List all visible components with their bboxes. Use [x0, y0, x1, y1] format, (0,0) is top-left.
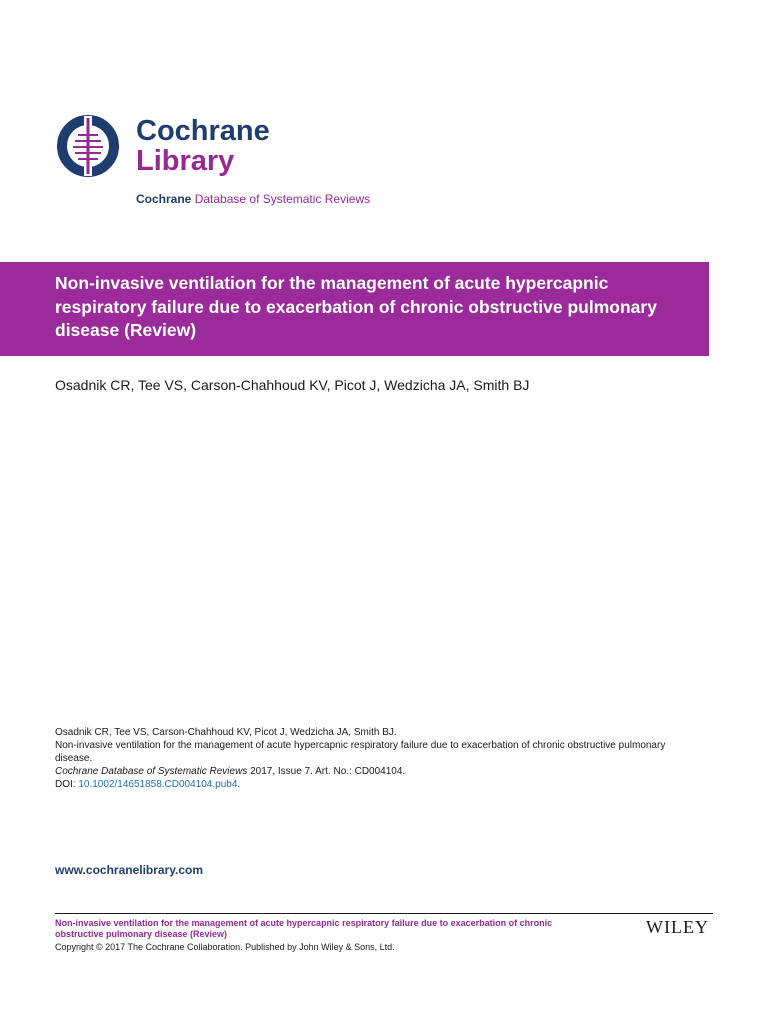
database-title: Database of Systematic Reviews [194, 192, 371, 206]
doi-label: DOI: [55, 779, 79, 790]
doi-link[interactable]: 10.1002/14651858.CD004104.pub4 [78, 779, 238, 790]
citation-block [55, 726, 695, 791]
doi-end: . [237, 779, 241, 790]
database-brand-word: Cochrane [136, 192, 192, 206]
citation-title: Non-invasive ventilation for the management of acute hypercapnic respiratory failure due to exacerbation of chronic obstructive pulmonary disease. [55, 740, 666, 764]
citation-authors: Osadnik CR, Tee VS, Carson-Chahhoud KV, Picot J, Wedzicha JA, Smith BJ. [55, 727, 397, 738]
cochrane-logo-icon [54, 114, 122, 178]
brand-name-library: Library [136, 145, 235, 177]
author-list: Osadnik CR, Tee VS, Carson-Chahhoud KV, Picot J, Wedzicha JA, Smith BJ [55, 377, 530, 393]
footer-copyright: Copyright © 2017 The Cochrane Collaboration. Published by John Wiley & Sons, Ltd. [55, 942, 395, 952]
citation-doi-line [55, 778, 695, 791]
citation-journal: Cochrane Database of Systematic Reviews [55, 766, 248, 777]
footer-review-title: Non-invasive ventilation for the management of acute hypercapnic respiratory failure due to exacerbation of chronic obstructive pulmonary disease (Review) [55, 918, 553, 939]
review-title: Non-invasive ventilation for the management of acute hypercapnic respiratory failure due to exacerbation of chronic obstructive pulmonary disease (Review) [55, 273, 657, 340]
citation-journal-line [55, 765, 695, 778]
footer-divider [55, 913, 713, 914]
citation-details: 2017, Issue 7. Art. No.: CD004104. [247, 766, 406, 777]
database-name [136, 192, 370, 206]
brand-wordmark [136, 116, 270, 176]
wiley-logo: WILEY [646, 917, 709, 937]
brand-name-cochrane: Cochrane [136, 115, 270, 147]
website-link[interactable]: www.cochranelibrary.com [55, 863, 204, 877]
